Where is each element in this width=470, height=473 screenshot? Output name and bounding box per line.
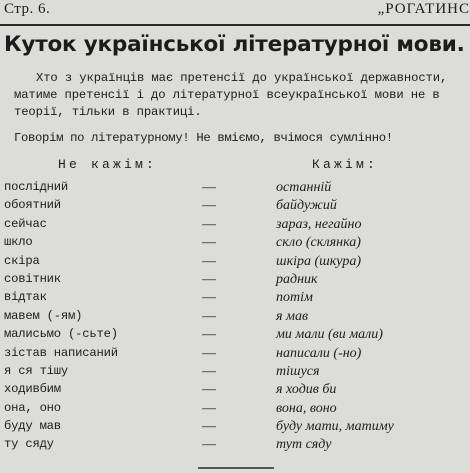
- right-word: потім: [276, 290, 313, 306]
- dash-separator: —: [202, 216, 216, 232]
- right-word: ми мали (ви мали): [276, 327, 383, 343]
- wrong-word: скіра: [4, 253, 40, 268]
- word-row: [0, 364, 470, 382]
- right-word: вона, воно: [276, 400, 337, 416]
- right-word: скло (склянка): [276, 235, 361, 251]
- newspaper-name: „РОГАТИНС: [377, 1, 470, 17]
- wrong-word: обоятний: [4, 198, 61, 213]
- word-list: [0, 180, 470, 456]
- right-word: шкіра (шкура): [276, 253, 361, 269]
- wrong-word: ту сяду: [4, 437, 54, 452]
- wrong-word: я ся тішу: [4, 363, 69, 378]
- dash-separator: —: [202, 271, 216, 287]
- word-row: [0, 254, 470, 272]
- wrong-word: шкло: [4, 235, 33, 250]
- dash-separator: —: [202, 198, 216, 214]
- column-header-right: Кажім:: [312, 157, 379, 172]
- wrong-word: зістав написаний: [4, 345, 118, 360]
- word-row: [0, 272, 470, 290]
- word-row: [0, 290, 470, 308]
- wrong-word: сейчас: [4, 216, 47, 231]
- article-title: Куток української літературної мови.: [4, 32, 465, 57]
- right-word: радник: [276, 271, 318, 287]
- dash-separator: —: [202, 437, 216, 453]
- dash-separator: —: [202, 327, 216, 343]
- word-row: [0, 217, 470, 235]
- right-word: байдужий: [276, 198, 337, 214]
- word-row: [0, 198, 470, 216]
- wrong-word: буду мав: [4, 419, 61, 434]
- wrong-word: послідний: [4, 180, 69, 194]
- page-header: [0, 0, 470, 26]
- bottom-rule: [198, 467, 274, 469]
- dash-separator: —: [202, 235, 216, 251]
- word-row: [0, 327, 470, 345]
- word-row: [0, 309, 470, 327]
- word-row: [0, 346, 470, 364]
- word-row: [0, 235, 470, 253]
- right-word: останній: [276, 180, 332, 195]
- wrong-word: ходивбим: [4, 382, 61, 397]
- wrong-word: совітник: [4, 271, 61, 286]
- word-row: [0, 437, 470, 455]
- word-row: [0, 382, 470, 400]
- right-word: написали (-но): [276, 345, 362, 361]
- word-row: [0, 419, 470, 437]
- dash-separator: —: [202, 419, 216, 435]
- call-to-action: Говорім по літературному! Не вміємо, вчімося сумлінно!: [14, 131, 393, 145]
- dash-separator: —: [202, 400, 216, 416]
- right-word: буду мати, матиму: [276, 419, 394, 435]
- word-row: [0, 180, 470, 198]
- wrong-word: відтак: [4, 290, 47, 305]
- dash-separator: —: [202, 308, 216, 324]
- right-word: я мав: [276, 308, 309, 324]
- dash-separator: —: [202, 382, 216, 398]
- dash-separator: —: [202, 345, 216, 361]
- dash-separator: —: [202, 253, 216, 269]
- wrong-word: она, оно: [4, 400, 61, 415]
- dash-separator: —: [202, 363, 216, 379]
- dash-separator: —: [202, 290, 216, 306]
- column-header-wrong: Не кажім:: [58, 157, 158, 172]
- wrong-word: мавем (-ям): [4, 308, 83, 323]
- intro-paragraph: Хто з українців має претенсії до української державности, матиме претенсії і до літературної всеукраїнської мови не в теорії, тільки в практиці.: [14, 71, 448, 119]
- wrong-word: малисьмо (-сьте): [4, 327, 118, 342]
- dash-separator: —: [202, 180, 216, 195]
- right-word: тут сяду: [276, 437, 332, 453]
- right-word: зараз, негайно: [276, 216, 362, 232]
- page-number: Стр. 6.: [4, 1, 51, 17]
- right-word: я ходив би: [276, 382, 337, 398]
- right-word: тішуся: [276, 363, 320, 379]
- word-row: [0, 401, 470, 419]
